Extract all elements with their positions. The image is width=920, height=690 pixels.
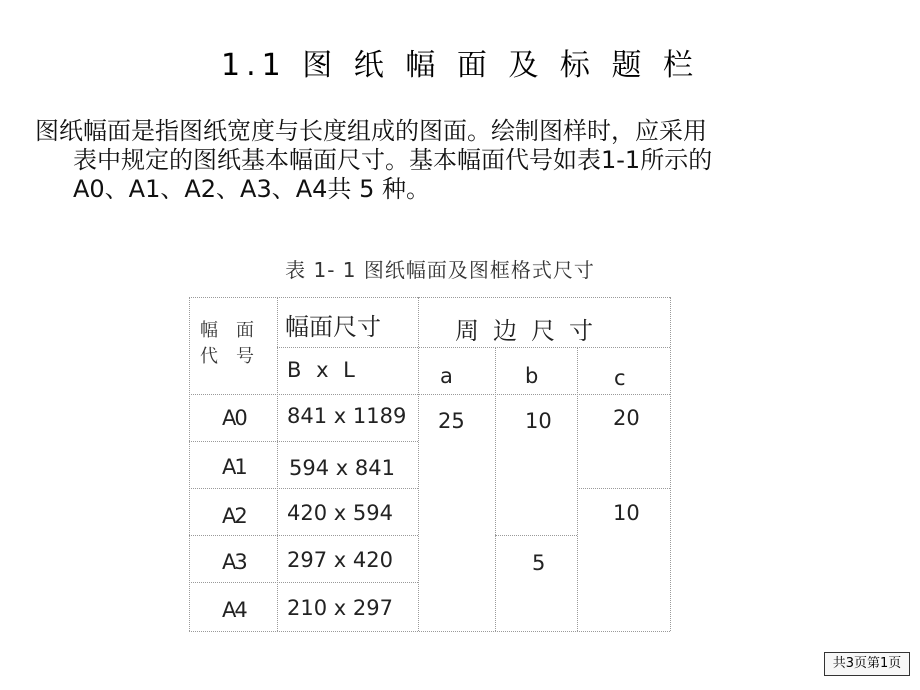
row-line-a1 (189, 488, 418, 489)
header-code-line-2: 代号 (200, 346, 272, 367)
table-divider-a (495, 347, 496, 631)
row-size-a2: 420 x 594 (287, 501, 393, 525)
header-size: 幅面尺寸 (285, 313, 381, 341)
row-size-a4: 210 x 297 (287, 596, 393, 620)
paragraph-line-3: A0、A1、A2、A3、A4共 5 种。 (73, 175, 430, 203)
table-header-split (277, 347, 670, 348)
header-b: b (525, 364, 539, 388)
header-a: a (440, 364, 453, 388)
table-divider-b (577, 347, 578, 631)
row-code-a3: A3 (222, 550, 246, 574)
a-value: 25 (438, 409, 465, 433)
table-divider-size (418, 297, 419, 631)
row-code-a4: A4 (222, 598, 246, 622)
c-value-2: 10 (613, 501, 640, 525)
page-title: 1.1 图 纸 幅 面 及 标 题 栏 (221, 48, 699, 83)
page-indicator[interactable]: 共3页第1页 (824, 652, 910, 676)
header-size-sub: B x L (287, 358, 359, 382)
row-line-a3 (189, 582, 418, 583)
paragraph-line-1: 图纸幅面是指图纸宽度与长度组成的图面。绘制图样时，应采用 (35, 117, 707, 145)
table-divider-code (277, 297, 278, 631)
paragraph-line-2: 表中规定的图纸基本幅面尺寸。基本幅面代号如表1-1所示的 (73, 146, 713, 174)
row-size-a0: 841 x 1189 (287, 404, 407, 428)
table-border-top (189, 297, 670, 298)
row-line-a0 (189, 441, 418, 442)
header-code (200, 318, 272, 370)
table-caption: 表 1- 1 图纸幅面及图框格式尺寸 (285, 258, 595, 282)
table-border-left (189, 297, 190, 631)
b-value-1: 10 (525, 409, 552, 433)
row-size-a1: 594 x 841 (289, 456, 395, 480)
header-code-line-1: 幅面 (200, 320, 272, 341)
row-code-a0: A0 (222, 406, 246, 430)
row-line-b (495, 535, 577, 536)
b-value-2: 5 (532, 551, 546, 575)
row-line-c (577, 488, 670, 489)
table-header-bottom (189, 394, 670, 395)
intro-paragraph (35, 117, 895, 204)
row-code-a1: A1 (222, 455, 246, 479)
header-c: c (614, 366, 626, 390)
table-border-right (670, 297, 671, 631)
header-margin: 周边尺寸 (455, 317, 607, 345)
row-size-a3: 297 x 420 (287, 548, 393, 572)
c-value-1: 20 (613, 406, 640, 430)
row-code-a2: A2 (222, 504, 246, 528)
row-line-a2 (189, 535, 418, 536)
table-border-bottom (189, 631, 670, 632)
